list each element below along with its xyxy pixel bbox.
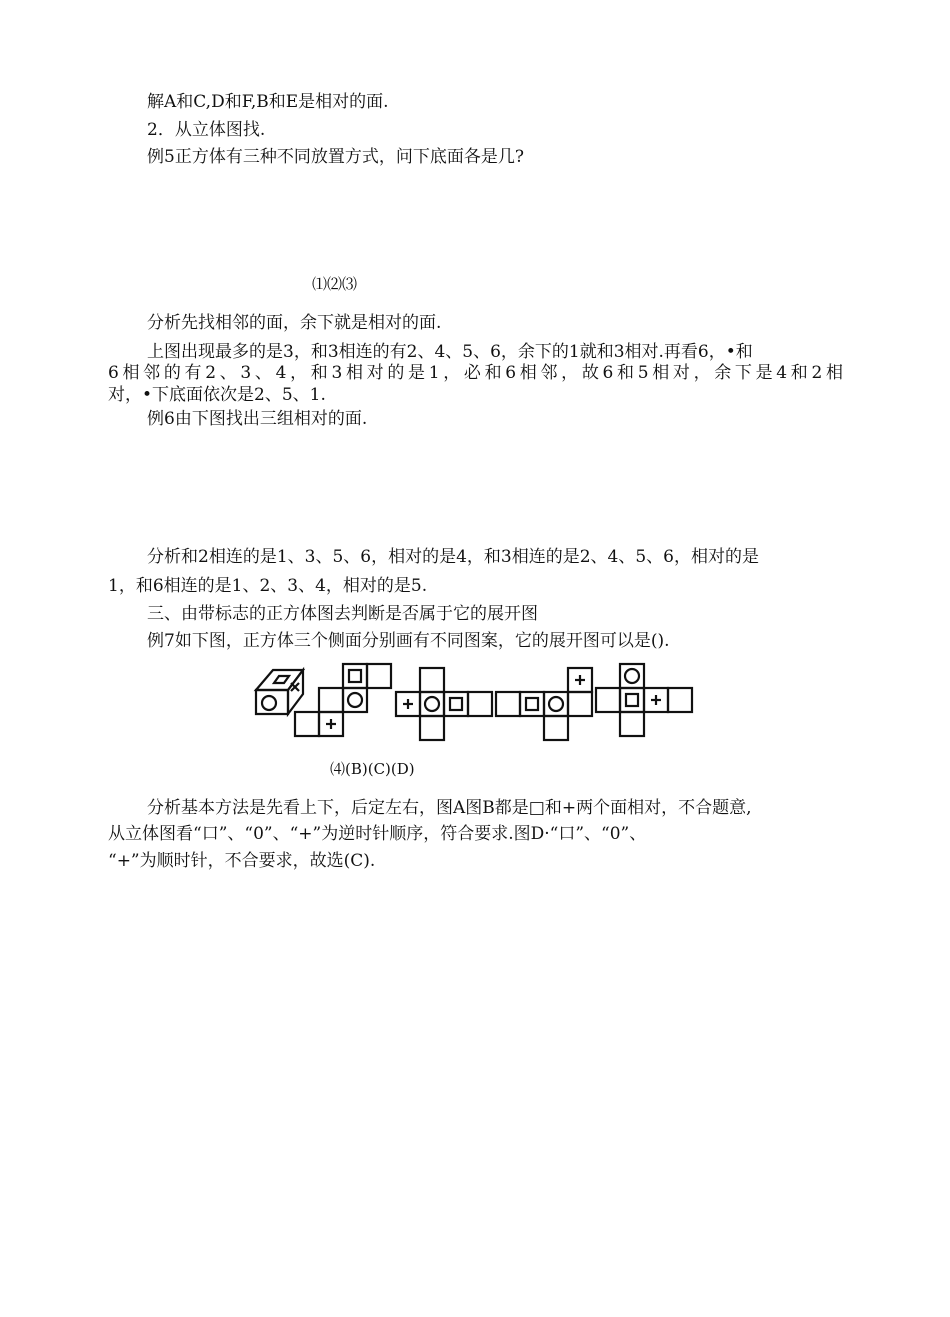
paragraph-analysis-3a: 分析和2相连的是1、3、5、6，相对的是4，和3相连的是2、4、5、6，相对的是 [147, 547, 759, 567]
square-icon [626, 694, 638, 706]
paragraph-analysis-2a: 上图出现最多的是3，和3相连的有2、4、5、6，余下的1就和3相对.再看6，•和 [147, 342, 753, 362]
net-c [496, 668, 592, 740]
net-d [596, 664, 692, 736]
paragraph-analysis-1: 分析先找相邻的面，余下就是相对的面. [147, 313, 442, 333]
paragraph-analysis-2c: 对，•下底面依次是2、5、1. [108, 385, 326, 405]
circle-icon [262, 696, 276, 710]
cube-drawing [256, 670, 303, 714]
paragraph-solution-answer: 解A和C,D和F,B和E是相对的面. [147, 92, 389, 112]
paragraph-analysis-2b: 6相邻的有2、3、4，和3相对的是1，必和6相邻，故6和5相对，余下是4和2相 [108, 363, 843, 383]
figure-caption-1: ⑴⑵⑶ [312, 275, 358, 293]
cube-nets-figure [248, 656, 698, 746]
circle-icon [549, 697, 563, 711]
paragraph-analysis-3b: 1，和6相连的是1、2、3、4，相对的是5. [108, 576, 428, 596]
circle-icon [625, 669, 639, 683]
square-icon [526, 698, 538, 710]
paragraph-method-2: 2．从立体图找. [147, 120, 266, 140]
paragraph-analysis-4c: “+”为顺时针，不合要求，故选(C). [108, 851, 376, 871]
circle-icon [425, 697, 439, 711]
paragraph-analysis-4a: 分析基本方法是先看上下，后定左右，图A图B都是□和+两个面相对，不合题意, [147, 798, 752, 818]
paragraph-example-7: 例7如下图，正方体三个侧面分别画有不同图案，它的展开图可以是(). [147, 631, 670, 651]
paragraph-example-5: 例5正方体有三种不同放置方式，问下底面各是几? [147, 147, 524, 167]
circle-icon [348, 693, 362, 707]
square-icon [450, 698, 462, 710]
figure-caption-2: ⑷(B)(C)(D) [330, 760, 415, 778]
section-heading-3: 三、由带标志的正方体图去判断是否属于它的展开图 [147, 604, 538, 624]
cube-nets-svg [248, 656, 698, 746]
square-icon [349, 670, 361, 682]
square-icon [274, 676, 289, 683]
cube-right-face [288, 670, 303, 714]
net-a [295, 664, 391, 736]
paragraph-analysis-4b: 从立体图看“口”、“0”、“+”为逆时针顺序，符合要求.图D·“口”、“0”、 [108, 824, 647, 844]
net-b [396, 668, 492, 740]
paragraph-example-6: 例6由下图找出三组相对的面. [147, 409, 368, 429]
